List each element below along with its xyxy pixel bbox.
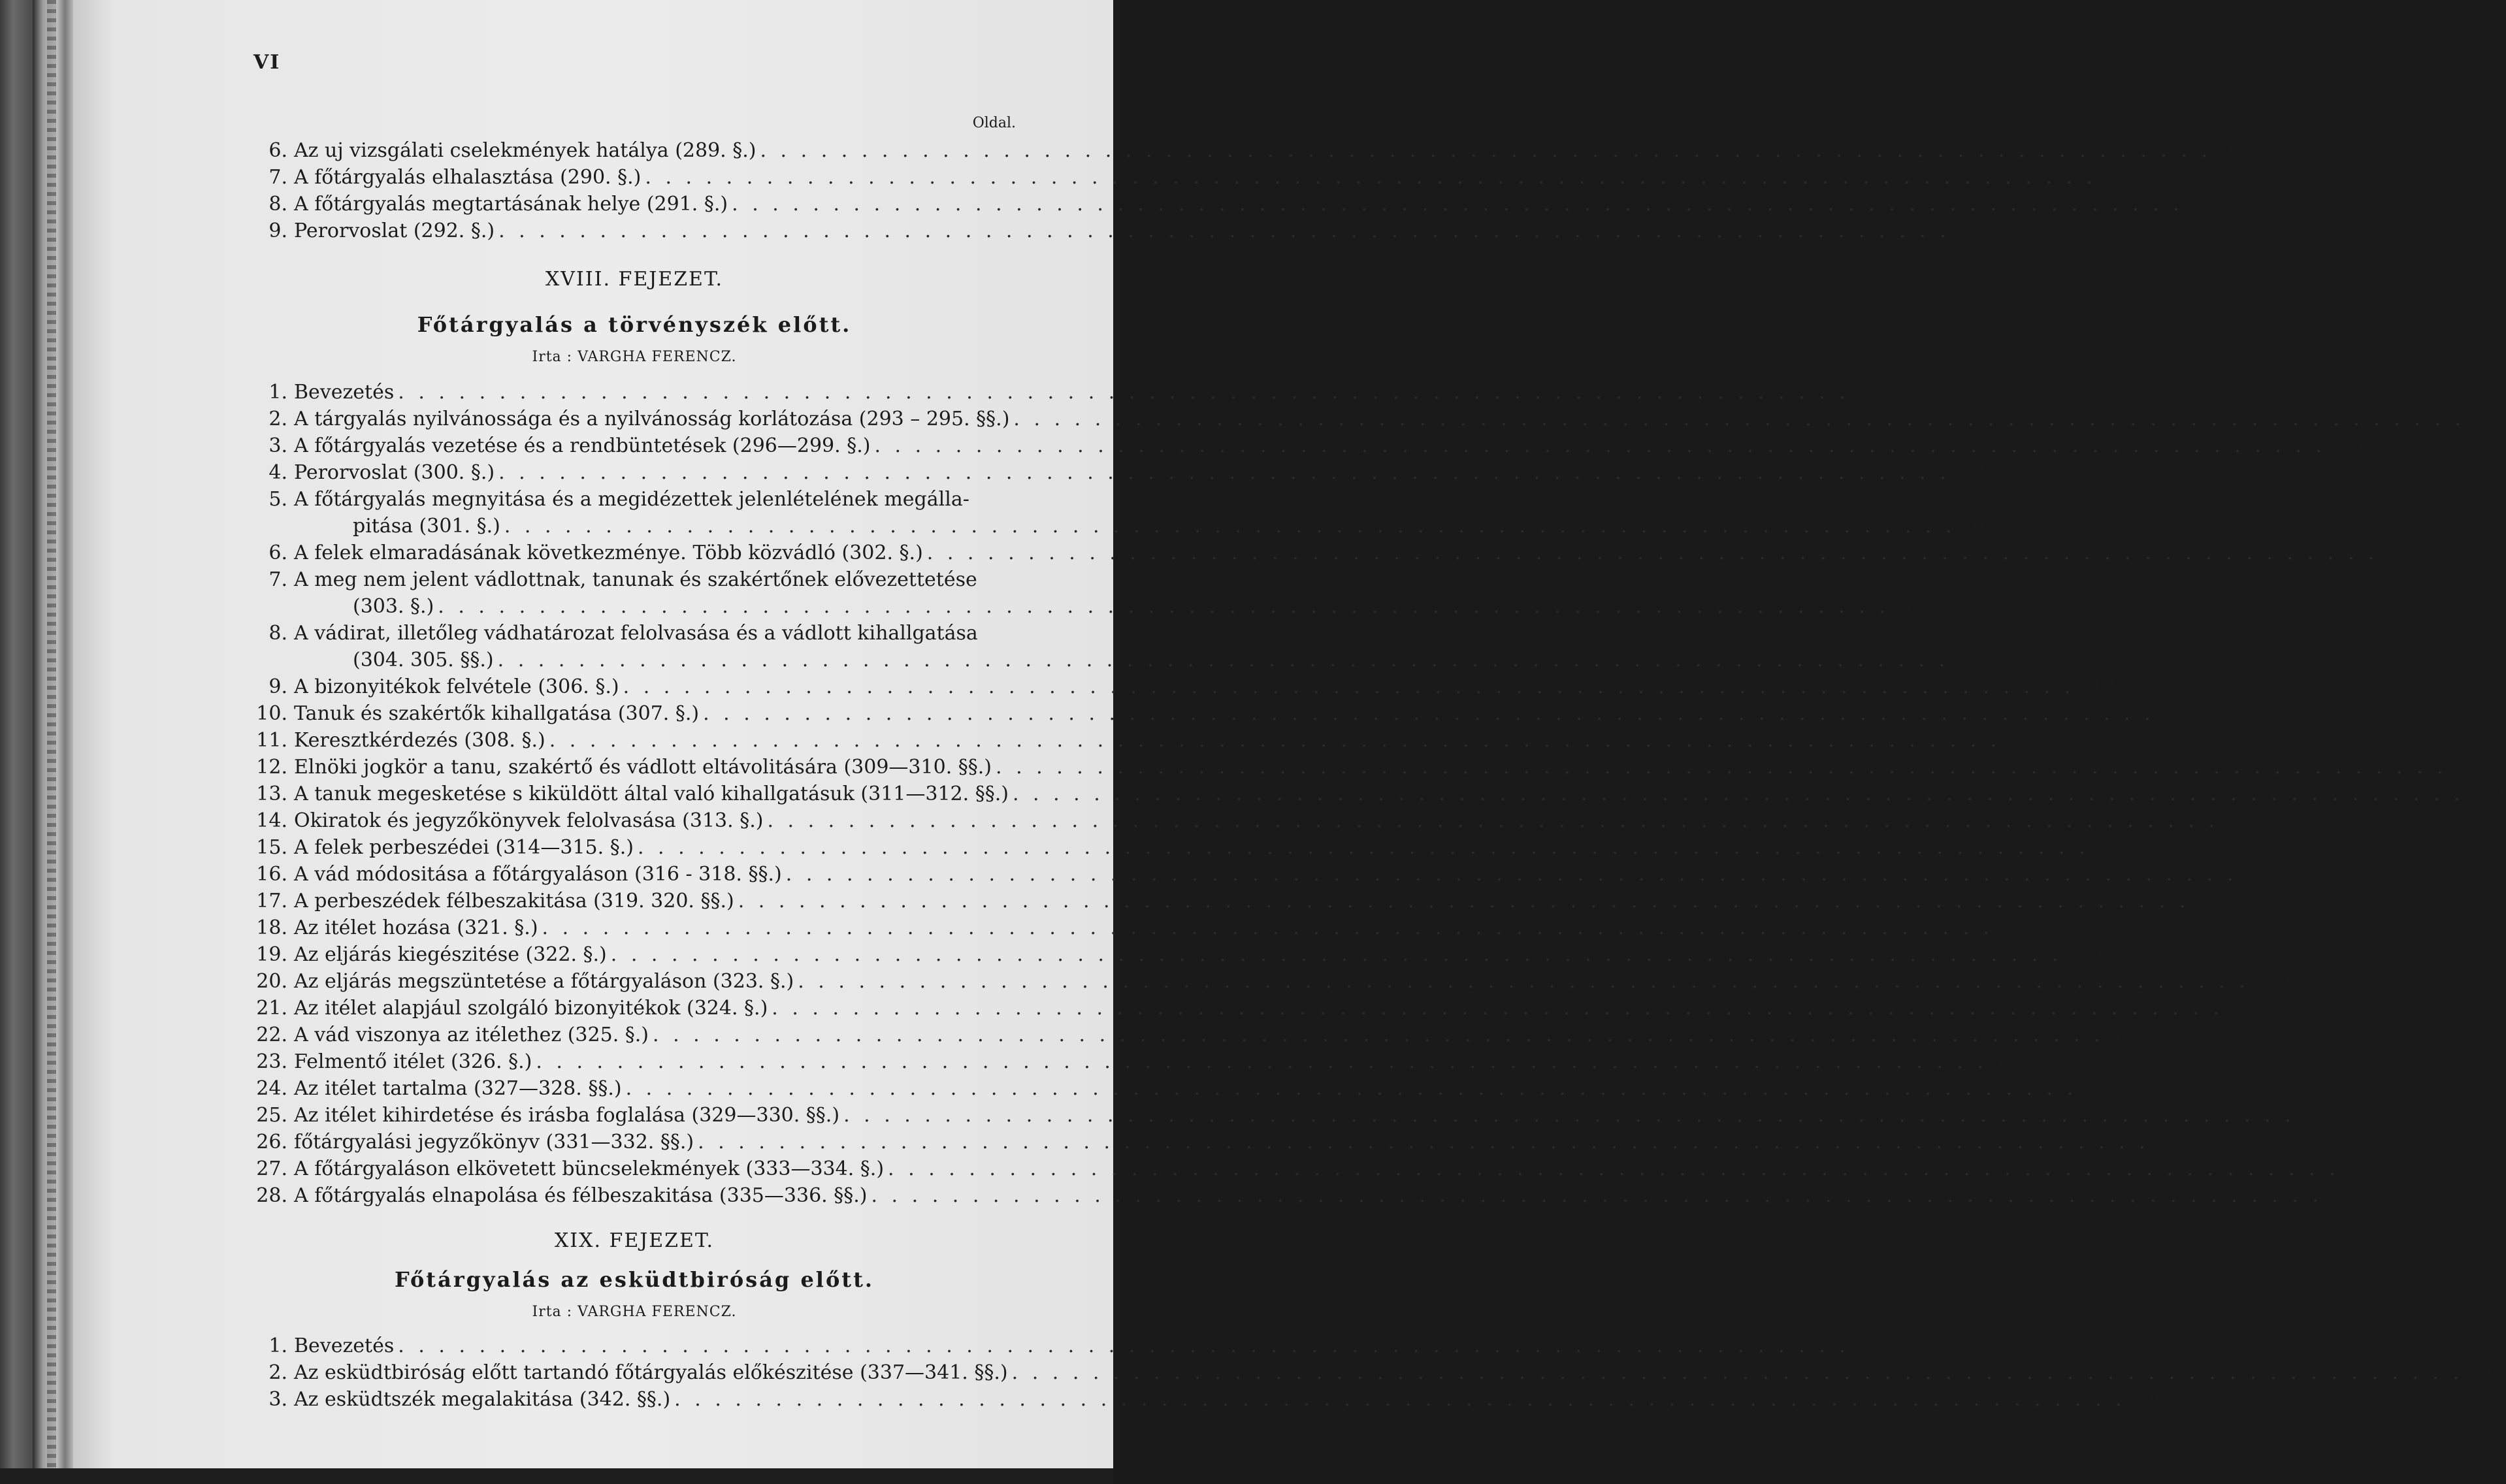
toc-entry-number: 1. [268,1334,287,1357]
toc-entry-number: 8. [268,622,287,645]
toc-entry-title: A perbeszédek félbeszakitása (319. 320. §§.) [294,890,734,912]
toc-entry [248,754,2488,781]
toc-entry-number: 3. [268,434,287,457]
page-edge-texture [47,0,56,1484]
toc-entry [248,620,1020,647]
leader-dots [498,218,1950,244]
toc-entry-page: 321 [2004,729,2042,752]
toc-entry-page: 300 [1959,515,1997,538]
leader-dots [653,1022,2104,1048]
toc-entry-title: Az itélet kihirdetése és irásba foglalása (329—330. §§.) [294,1104,840,1127]
leader-dots [1013,781,2464,807]
toc-entry-page: 305 [1893,595,1931,618]
toc-entry-page: 305 [1953,649,1991,671]
leader-dots [772,995,2223,1022]
toc-entry-number: 9. [268,675,287,698]
toc-entry-continuation [248,647,1991,673]
toc-entry-number: 16. [256,863,287,886]
toc-entry [248,1332,1891,1359]
leader-dots [927,540,2379,566]
toc-entry-title: A bizonyitékok felvétele (306. §.) [294,675,619,698]
toc-entry-title-cont: pitása (301. §.) [353,515,500,538]
toc-entry-number: 19. [256,943,287,966]
toc-entry [248,379,1891,406]
toc-entry-page: 270 [2100,166,2138,189]
toc-entry-page: 353 [2226,997,2265,1020]
leader-dots [888,1155,2339,1182]
toc-entry-page: 349 [2066,943,2104,966]
chapter-19-author: Irta : VARGHA FERENCZ. [532,1304,737,1320]
toc-entry-page: 291 [2330,434,2368,457]
toc-entry-page: 299 [1953,461,1992,484]
toc-entry-title: Bevezetés [294,1334,395,1357]
leader-dots [623,673,2075,700]
chapter-18-heading: XVIII. FEJEZET. [545,268,724,291]
toc-entry-continuation [248,593,1931,620]
toc-entry [248,432,2368,459]
toc-entry-number: 25. [256,1104,287,1127]
toc-entry-number: 28. [256,1184,287,1207]
toc-entry-title: Perorvoslat (292. §.) [294,219,495,242]
toc-entry-title: A főtárgyalás vezetése és a rendbüntetések (296—299. §.) [294,434,871,457]
toc-entry-title: A tanuk megesketése s kiküldött által való kihallgatásuk (311—312. §§.) [294,782,1009,805]
toc-chapter-19 [248,1332,2505,1413]
toc-entry [248,1129,2191,1155]
toc-entry [248,1359,2505,1386]
leader-dots [438,593,1889,620]
toc-entry [248,1155,2381,1182]
leader-dots [536,1048,1987,1075]
toc-entry [248,968,2291,995]
toc-entry-title: A vádirat, illetőleg vádhatározat felolvasása és a vádlott kihallgatása [294,622,978,645]
toc-entry-title: Az esküdtszék megalakitása (342. §§.) [294,1388,671,1411]
toc-entry-page: 287 [2469,408,2506,430]
toc-entry-page: 335 [2092,836,2130,859]
toc-entry [248,914,2035,941]
toc-entry [248,1182,2364,1209]
toc-entry-number: 7. [268,568,287,591]
toc-entry [248,566,1020,593]
toc-entry-page: 349 [2253,970,2291,993]
toc-entry-page: 387 [2326,1184,2364,1207]
toc-entry [248,1102,2336,1129]
toc-entry [248,406,2506,432]
toc-entry-title: Perorvoslat (300. §.) [294,461,495,484]
toc-entry-number: 26. [256,1131,287,1153]
toc-entry-title-cont: (303. §.) [353,595,434,618]
toc-entry-page: 379 [2153,1131,2191,1153]
toc-entry [248,191,2225,218]
toc-entry-number: 14. [256,809,287,832]
toc-entry-page: 329 [2467,782,2505,805]
toc-entry-page: 391 [1853,1334,1891,1357]
toc-entry-title: Tanuk és szakértők kihallgatása (307. §.) [294,702,700,725]
toc-entry-title: A főtárgyaláson elkövetett büncselekmények (333—334. §.) [294,1157,885,1180]
toc-entry [248,941,2104,968]
toc-entry [248,995,2265,1022]
toc-entry-number: 4. [268,461,287,484]
toc-entry-title: Az itélet hozása (321. §.) [294,916,538,939]
leader-dots [698,1129,2149,1155]
toc-entry [248,1075,2119,1102]
toc-entry-title: Az uj vizsgálati cselekmények hatálya (289. §.) [294,139,757,162]
toc-entry-page: 328 [2450,756,2488,779]
toc-entry-page: 317 [2158,702,2196,725]
toc-entry [248,1022,2145,1048]
toc-entry-number: 5. [268,488,287,511]
toc-entry-number: 22. [256,1024,287,1046]
toc-entry-title: Az itélet tartalma (327—328. §§.) [294,1077,622,1100]
toc-entry-number: 18. [256,916,287,939]
toc-entry [248,540,2420,566]
leader-dots [760,137,2211,164]
toc-entry-number: 2. [268,408,287,430]
toc-entry-number: 9. [268,219,287,242]
toc-entry [248,1386,2168,1413]
toc-entry-title: A főtárgyalás elhalasztása (290. §.) [294,166,642,189]
toc-entry-continuation [248,513,1997,540]
toc-entry-number: 13. [256,782,287,805]
toc-entry-page: 330 [2222,809,2260,832]
leader-dots [611,941,2062,968]
toc-entry-title: Felmentő itélet (326. §.) [294,1050,532,1073]
toc-entry-page: 272 [1953,219,1992,242]
leader-dots [871,1182,2322,1209]
leader-dots [996,754,2447,781]
chapter-18-title: Főtárgyalás a törvényszék előtt. [417,312,852,337]
toc-entry-page: 375 [2298,1104,2336,1127]
leader-dots [798,968,2249,995]
toc-entry-title: A vád viszonya az itélethez (325. §.) [294,1024,649,1046]
toc-entry [248,834,2130,861]
toc-entry-number: 12. [256,756,287,779]
leader-dots [703,700,2155,727]
toc-entry-page: 339 [2241,863,2279,886]
toc-entry [248,486,1020,513]
toc-entry-title: főtárgyalási jegyzőkönyv (331—332. §§.) [294,1131,694,1153]
toc-entry-page: 395 [2467,1361,2505,1384]
toc-entry-number: 23. [256,1050,287,1073]
chapter-19-title: Főtárgyalás az esküdtbiróság előtt. [394,1267,874,1292]
leader-dots [874,432,2326,459]
toc-entry-title: Bevezetés [294,381,395,404]
toc-entry-title: Elnöki jogkör a tanu, szakértő és vádlott eltávolitására (309—310. §§.) [294,756,992,779]
leader-dots [398,1332,1849,1359]
toc-entry [248,1048,2029,1075]
leader-dots [1012,1359,2464,1386]
leader-dots [732,191,2183,218]
toc-entry [248,781,2505,807]
toc-entry-page: 348 [1997,916,2035,939]
toc-entry-page: 400 [2129,1388,2168,1411]
book-binding [0,0,33,1484]
leader-dots [626,1075,2077,1102]
toc-entry-title: Okiratok és jegyzőkönyvek felolvasása (313. §.) [294,809,764,832]
toc-section-continued [248,137,2253,244]
toc-entry-number: 2. [268,1361,287,1384]
toc-entry-title: A főtárgyalás megtartásának helye (291. §.) [294,193,728,216]
toc-entry-page: 272 [2187,193,2225,216]
leader-dots [843,1102,2295,1129]
chapter-19-heading: XIX. FEJEZET. [554,1229,715,1252]
leader-dots [504,513,1956,540]
toc-entry [248,861,2279,888]
toc-entry-page: 366 [1991,1050,2029,1073]
toc-entry-number: 11. [256,729,287,752]
toc-entry-number: 27. [256,1157,287,1180]
leader-dots [498,459,1950,486]
leader-dots [767,807,2219,834]
toc-entry [248,700,2196,727]
toc-entry-page: 346 [2193,890,2231,912]
page-number: VI [253,51,281,74]
toc-entry-title: A főtárgyalás elnapolása és félbeszakitása (335—336. §§.) [294,1184,868,1207]
toc-entry [248,218,1992,244]
toc-entry-number: 17. [256,890,287,912]
toc-entry-page: 302 [2382,541,2420,564]
toc-entry-title: Az itélet alapjául szolgáló bizonyitékok (324. §.) [294,997,768,1020]
toc-entry-title: Az eljárás kiegészitése (322. §.) [294,943,607,966]
toc-entry-title-cont: (304. 305. §§.) [353,649,494,671]
toc-entry-title: A felek elmaradásának következménye. Több közvádló (302. §.) [294,541,923,564]
toc-entry-page: 371 [2081,1077,2119,1100]
toc-entry-title: Az eljárás megszüntetése a főtárgyaláson (323. §.) [294,970,794,993]
toc-entry-title: Az esküdtbiróság előtt tartandó főtárgyalás előkészitése (337—341. §§.) [294,1361,1008,1384]
toc-entry-page: 274 [1853,381,1891,404]
leader-dots [498,647,1949,673]
toc-entry [248,164,2138,191]
toc-entry-number: 3. [268,1388,287,1411]
toc-entry-number: 20. [256,970,287,993]
toc-entry [248,807,2260,834]
bottom-shadow [0,1468,1113,1484]
chapter-18-author: Irta : VARGHA FERENCZ. [532,349,737,365]
leader-dots [398,379,1849,406]
toc-entry [248,727,2042,754]
toc-entry-number: 1. [268,381,287,404]
toc-entry [248,137,2253,164]
toc-entry-number: 24. [256,1077,287,1100]
leader-dots [674,1386,2126,1413]
toc-entry-page: 313 [2078,675,2116,698]
toc-entry-title: A meg nem jelent vádlottnak, tanunak és szakértőnek elővezettetése [294,568,977,591]
toc-entry-title: A főtárgyalás megnyitása és a megidézettek jelenlételének megálla- [294,488,969,511]
toc-entry-number: 15. [256,836,287,859]
toc-entry-page: 383 [2343,1157,2381,1180]
toc-entry-number: 8. [268,193,287,216]
leader-dots [542,914,1994,941]
leader-dots [549,727,2001,754]
page-column-label: Oldal. [972,115,1016,131]
toc-entry [248,888,2231,914]
toc-entry-number: 6. [268,541,287,564]
toc-entry-number: 7. [268,166,287,189]
toc-chapter-18 [248,379,2506,1209]
toc-entry-page: 355 [2107,1024,2145,1046]
toc-entry [248,673,2116,700]
leader-dots [638,834,2089,861]
toc-entry-page: 267 [2215,139,2253,162]
leader-dots [738,888,2190,914]
leader-dots [1013,406,2465,432]
toc-entry-number: 21. [256,997,287,1020]
toc-entry-number: 10. [256,702,287,725]
leader-dots [786,861,2238,888]
toc-entry-title: A felek perbeszédei (314—315. §.) [294,836,634,859]
toc-entry-title: A tárgyalás nyilvánossága és a nyilvánosság korlátozása (293 – 295. §§.) [294,408,1010,430]
toc-entry-title: A vád módositása a főtárgyaláson (316 - 318. §§.) [294,863,782,886]
toc-entry [248,459,1992,486]
toc-entry-number: 6. [268,139,287,162]
toc-entry-title: Keresztkérdezés (308. §.) [294,729,545,752]
leader-dots [645,164,2096,191]
